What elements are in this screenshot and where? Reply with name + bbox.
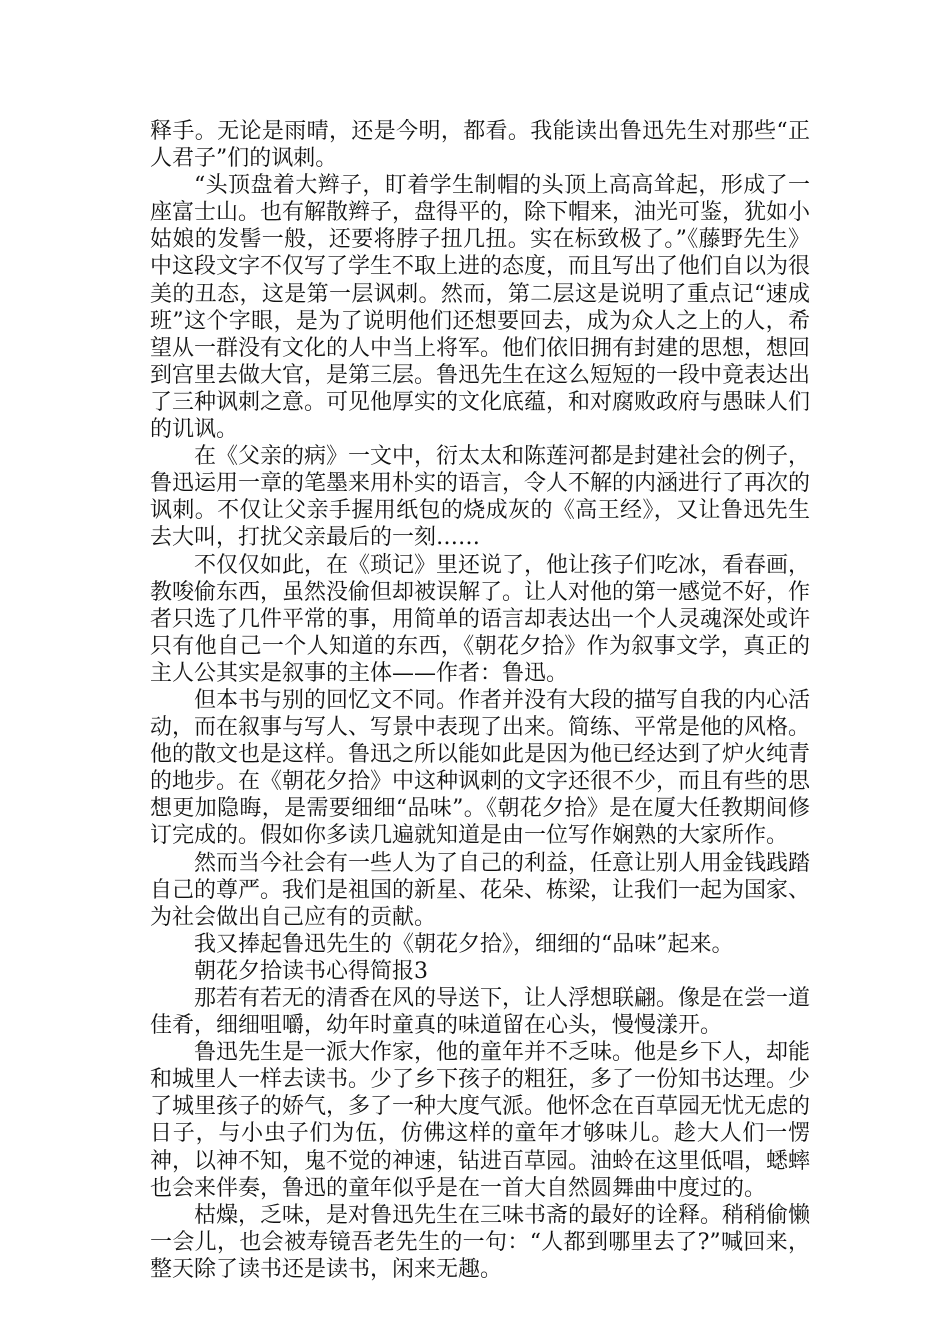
paragraph-suoji: 不仅仅如此，在《琐记》里还说了，他让孩子们吃冰，看春画，教唆偷东西，虽然没偷但却被误解了。让人对他的第一感觉不好，作者只选了几件平常的事，用简单的语言却表达出一个人灵魂深处或许只有他自己一个人知道的东西，《朝花夕拾》作为叙事文学，真正的主人公其实是叙事的主体——作者：鲁迅。 xyxy=(150,552,811,686)
paragraph-society: 然而当今社会有一些人为了自己的利益，任意让别人用金钱践踏自己的尊严。我们是祖国的新星、花朵、栋梁，让我们一起为国家、为社会做出自己应有的贡献。 xyxy=(150,850,811,930)
paragraph-style: 但本书与别的回忆文不同。作者并没有大段的描写自我的内心活动，而在叙事与写人、写景中表现了出来。简练、平常是他的风格。他的散文也是这样。鲁迅之所以能如此是因为他已经达到了炉火纯青的地步。在《朝花夕拾》中这种讽刺的文字还很不少，而且有些的思想更加隐晦，是需要细细“品味”。《朝花夕拾》是在厦大任教期间修订完成的。假如你多读几遍就知道是由一位写作娴熟的大家所作。 xyxy=(150,687,811,849)
paragraph-childhood: 鲁迅先生是一派大作家，他的童年并不乏味。他是乡下人，却能和城里人一样去读书。少了乡下孩子的粗狂，多了一份知书达理。少了城里孩子的娇气，多了一种大度气派。他怀念在百草园无忧无虑的日子，与小虫子们为伍，仿佛这样的童年才够味儿。趁大人们一愣神，以神不知，鬼不觉的神速，钻进百草园。油蛉在这里低唱，蟋蟀也会来伴奏，鲁迅的童年似乎是在一首大自然圆舞曲中度过的。 xyxy=(150,1040,811,1201)
paragraph-closing: 我又捧起鲁迅先生的《朝花夕拾》，细细的“品味”起来。 xyxy=(194,931,734,957)
paragraph-fujino-quote: “头顶盘着大辫子，盯着学生制帽的头顶上高高耸起，形成了一座富士山。也有解散辫子，盘得平的，除下帽来，油光可鉴，犹如小姑娘的发髻一般，还要将脖子扭几扭。实在标致极了。”《藤野先生》中这段文字不仅写了学生不取上进的态度，而且写出了他们自以为很美的丑态，这是第一层讽刺。然而，第二层这是说明了重点记“速成班”这个字眼，是为了说明他们还想要回去，成为众人之上的人，希望从一群没有文化的人中当上将军。他们依旧拥有封建的思想，想回到宫里去做大官，是第三层。鲁迅先生在这么短短的一段中竟表达出了三种讽刺之意。可见他厚实的文化底蕴，和对腐败政府与愚昧人们的讥讽。 xyxy=(150,173,811,443)
paragraph-sanwei: 枯燥，乏味，是对鲁迅先生在三味书斋的最好的诠释。稍稍偷懒一会儿，也会被寿镜吾老先生的一句：“人都到哪里去了?”喊回来，整天除了读书还是读书，闲来无趣。 xyxy=(150,1202,811,1282)
section-heading: 朝花夕拾读书心得简报3 xyxy=(194,958,428,984)
paragraph-fragrance: 那若有若无的清香在风的导送下，让人浮想联翩。像是在尝一道佳肴，细细咀嚼，幼年时童真的味道留在心头，慢慢漾开。 xyxy=(150,986,811,1039)
paragraph-continuation: 释手。无论是雨晴，还是今明，都看。我能读出鲁迅先生对那些“正人君子”们的讽刺。 xyxy=(150,119,810,172)
document-body xyxy=(150,118,810,1283)
paragraph-father-illness: 在《父亲的病》一文中，衍太太和陈莲河都是封建社会的例子，鲁迅运用一章的笔墨来用朴实的语言，令人不解的内涵进行了再次的讽刺。不仅让父亲手握用纸包的烧成灰的《高王经》，又让鲁迅先生去大叫，打扰父亲最后的一刻…… xyxy=(150,444,811,551)
